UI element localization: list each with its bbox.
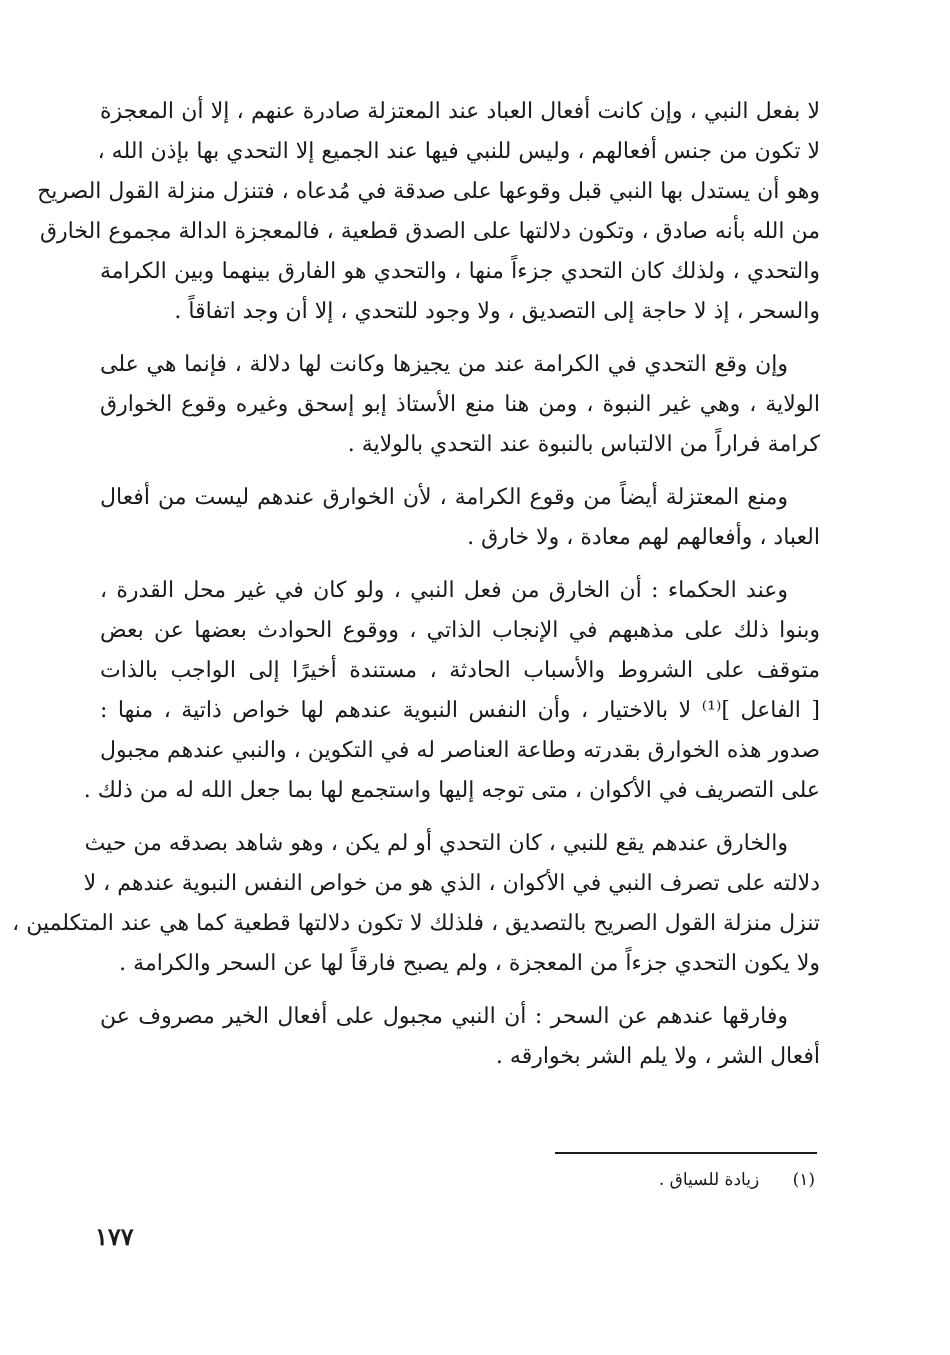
text-line: وعند الحكماء : أن الخارق من فعل النبي ، ولو كان في غير محل القدرة ، (100, 578, 788, 603)
paragraph (37, 92, 820, 332)
main-text (12, 92, 820, 1090)
text-line: والتحدي ، ولذلك كان التحدي جزءاً منها ، والتحدي هو الفارق بينهما وبين الكرامة (100, 259, 820, 284)
text-line: تنزل منزلة القول الصريح بالتصديق ، فلذلك لا تكون دلالتها قطعية كما هي عند المتكلمين ، (12, 911, 820, 936)
text-line: العباد ، وأفعالهم لهم معادة ، ولا خارق . (467, 525, 820, 550)
text-line: ومنع المعتزلة أيضاً من وقوع الكرامة ، لأن الخوارق عندهم ليست من أفعال (100, 485, 788, 510)
text-line: أفعال الشر ، ولا يلم الشر بخوارقه . (495, 1044, 820, 1069)
text-line: وهو أن يستدل بها النبي قبل وقوعها على صدقة في مُدعاه ، فتنزل منزلة القول الصريح (37, 179, 820, 204)
footnote (659, 1166, 815, 1194)
footnote-number: (١) (792, 1170, 815, 1190)
text-line: على التصريف في الأكوان ، متى توجه إليها واستجمع لها بما جعل الله له من ذلك . (83, 778, 820, 803)
paragraph (12, 824, 820, 984)
text-line: وإن وقع التحدي في الكرامة عند من يجيزها وكانت لها دلالة ، فإنما هي على (100, 352, 788, 377)
text-line: متوقف على الشروط والأسباب الحادثة ، مستندة أخيرًا إلى الواجب بالذات (100, 658, 820, 683)
text-line: وبنوا ذلك على مذهبهم في الإنجاب الذاتي ، ووقوع الحوادث بعضها عن بعض (100, 618, 820, 643)
text-line: [ الفاعل ]⁽¹⁾ لا بالاختيار ، وأن النفس النبوية عندهم لها خواص ذاتية ، منها : (100, 698, 820, 723)
page-number: ١٧٧ (95, 1222, 134, 1251)
paragraph (100, 478, 820, 558)
text-line: الولاية ، وهي غير النبوة ، ومن هنا منع الأستاذ إبو إسحق وغيره وقوع الخوارق (100, 392, 820, 417)
text-line: والسحر ، إذ لا حاجة إلى التصديق ، ولا وجود للتحدي ، إلا أن وجد اتفاقاً . (174, 299, 820, 324)
paragraph (100, 997, 820, 1077)
footnote-text: زيادة للسياق . (658, 1170, 760, 1190)
text-line: والخارق عندهم يقع للنبي ، كان التحدي أو لم يكن ، وهو شاهد بصدقه من حيث (84, 831, 788, 856)
text-line: ولا يكون التحدي جزءاً من المعجزة ، ولم يصبح فارقاً لها عن السحر والكرامة . (119, 951, 820, 976)
text-line: من الله بأنه صادق ، وتكون دلالتها على الصدق قطعية ، فالمعجزة الدالة مجموع الخارق (39, 219, 820, 244)
paragraph (100, 345, 820, 465)
text-line: دلالته على تصرف النبي في الأكوان ، الذي هو من خواص النفس النبوية عندهم ، لا (83, 871, 820, 896)
text-line: لا بفعل النبي ، وإن كانت أفعال العباد عند المعتزلة صادرة عنهم ، إلا أن المعجزة (100, 99, 820, 124)
paragraph (83, 571, 820, 811)
footnote-divider (555, 1152, 817, 1154)
text-line: لا تكون من جنس أفعالهم ، وليس للنبي فيها عند الجميع إلا التحدي بها بإذن الله ، (97, 139, 820, 164)
text-line: كرامة فراراً من الالتباس بالنبوة عند التحدي بالولاية . (347, 432, 820, 457)
text-line: وفارقها عندهم عن السحر : أن النبي مجبول على أفعال الخير مصروف عن (100, 1004, 788, 1029)
text-line: صدور هذه الخوارق بقدرته وطاعة العناصر له في التكوين ، والنبي عندهم مجبول (100, 738, 820, 763)
